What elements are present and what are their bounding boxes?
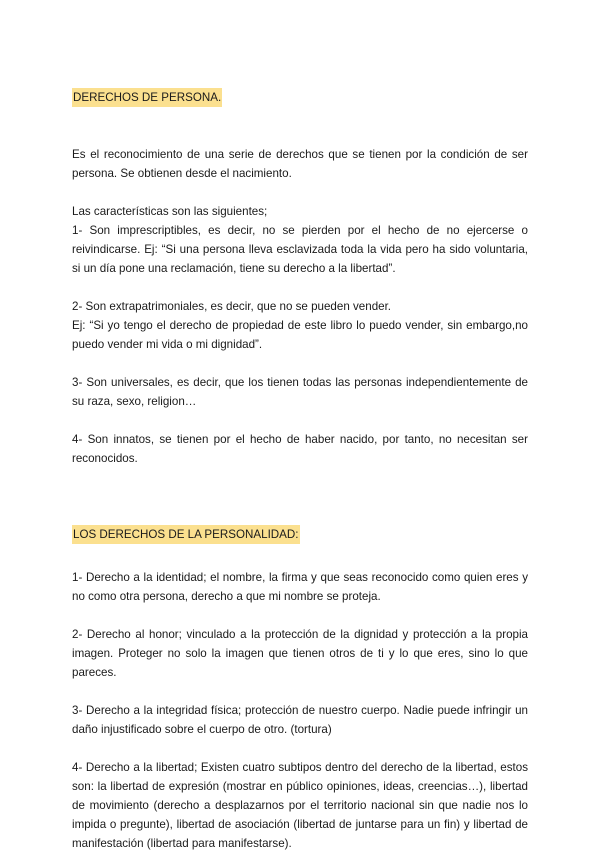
document-page: [72, 88, 528, 853]
list-item: 1- Son imprescriptibles, es decir, no se pierden por el hecho de no ejercerse o reivindicarse. Ej: “Si una persona lleva esclavizada toda la vida pero ha sido voluntaria, si un día pone una reclamación, tiene su derecho a la libertad”.: [72, 224, 528, 275]
section-heading: DERECHOS DE PERSONA.: [72, 88, 222, 107]
list-item: 1- Derecho a la identidad; el nombre, la firma y que seas reconocido como quien eres y no como otra persona, derecho a que mi nombre se proteja.: [72, 571, 528, 603]
section-derechos-de-la-personalidad: [72, 525, 528, 853]
intro-paragraph: Es el reconocimiento de una serie de derechos que se tienen por la condición de ser persona. Se obtienen desde el nacimiento.: [72, 148, 528, 180]
list-item: 2- Derecho al honor; vinculado a la protección de la dignidad y protección a la propia imagen. Proteger no solo la imagen que tienen otros de ti y lo que eres, sino lo que pareces.: [72, 628, 528, 679]
characteristics-intro: Las características son las siguientes;: [72, 205, 268, 218]
section-heading: LOS DERECHOS DE LA PERSONALIDAD:: [72, 525, 300, 544]
list-item: 3- Derecho a la integridad física; protección de nuestro cuerpo. Nadie puede infringir un daño injustificado sobre el cuerpo de otro. (tortura): [72, 704, 528, 736]
list-item-example: Ej: “Si yo tengo el derecho de propiedad de este libro lo puedo vender, sin embargo,no puedo vender mi vida o mi dignidad”.: [72, 319, 528, 351]
section-derechos-de-persona: [72, 88, 528, 468]
list-item: 2- Son extrapatrimoniales, es decir, que no se pueden vender.: [72, 300, 392, 313]
list-item: 3- Son universales, es decir, que los tienen todas las personas independientemente de su raza, sexo, religion…: [72, 376, 528, 408]
list-item: 4- Son innatos, se tienen por el hecho de haber nacido, por tanto, no necesitan ser reconocidos.: [72, 433, 528, 465]
list-item: 4- Derecho a la libertad; Existen cuatro subtipos dentro del derecho de la libertad, estos son: la libertad de expresión (mostrar en público opiniones, ideas, creencias…), libertad de movimiento (derecho a desplazarnos por el territorio nacional sin que nadie nos lo impida o pregunte), libertad de asociación (libertad de juntarse para un fin) y libertad de manifestación (libertad para manifestarse).: [72, 761, 528, 850]
